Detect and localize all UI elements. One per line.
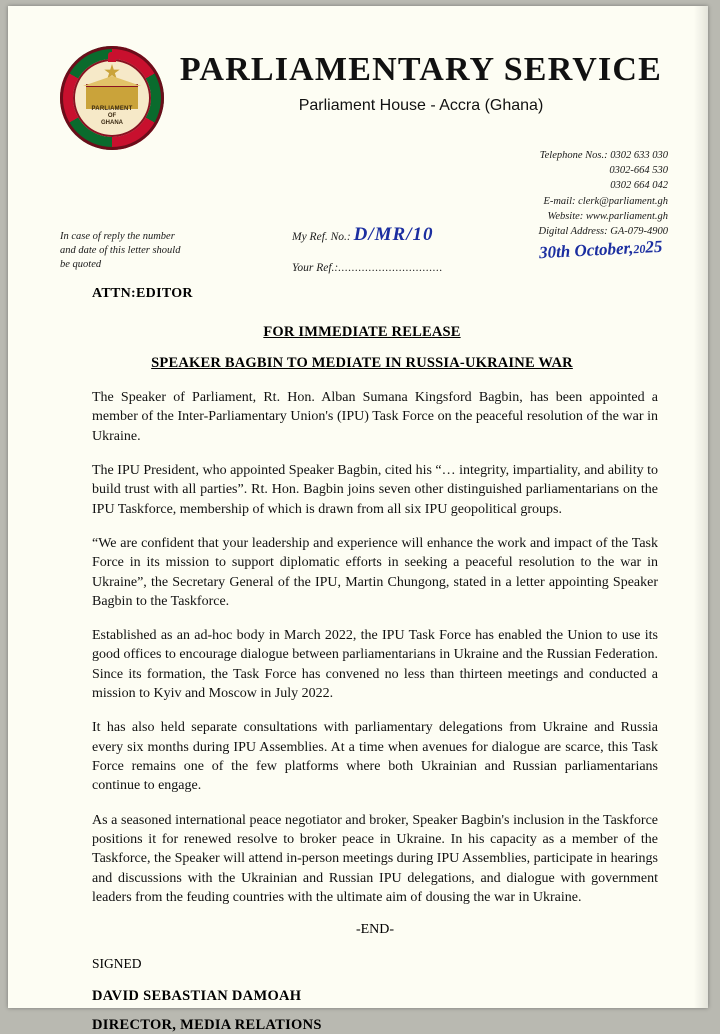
my-ref-label: My Ref. No.: [292,231,351,243]
paragraph: Established as an ad-hoc body in March 2022, the IPU Task Force has enabled the Union to use its good offices to encourage dialogue between parliamentarians in Ukraine and the Russian Federation. Since its formation, the Task Force has convened no less than thirteen meetings and conducted a mission to Kyiv and Moscow in July 2022. [92,628,658,702]
date-text: 30th October, [538,238,634,263]
headline: FOR IMMEDIATE RELEASE [263,324,461,340]
signer-name: DAVID SEBASTIAN DAMOAH [92,988,302,1005]
crest-label-line2: OF [107,113,117,119]
contact-digital-address: Digital Address: GA-079-4900 [538,226,668,238]
date-handwritten [538,237,662,263]
paragraph: As a seasoned international peace negotiator and broker, Speaker Bagbin's inclusion in the Taskforce positions it for renewed resolve to broker peace in Ukraine. In his capacity as a member of the Taskforce, the Speaker will attend in-person meetings during IPU Assemblies, participate in hearings and discussions with the Ukrainian and Russian IPU delegations, and dialogue with government leaders from the feuding countries with the ultimate aim of dousing the war in Ukraine. [92,812,658,905]
reply-note-line3: be quoted [60,259,102,271]
your-ref-row [292,262,492,274]
attention-line: ATTN:EDITOR [92,286,193,301]
organization-title: PARLIAMENTARY SERVICE [179,51,663,88]
crest-label-line1: PARLIAMENT [91,106,133,112]
reply-note-line2: and date of this letter should [60,245,181,257]
letterhead-titleblock [174,52,668,115]
paragraph: It has also held separate consultations with parliamentary delegations from Ukraine and Russia every six months during IPU Assemblies. At a time when avenues for dialogue are scarce, this Task Force remains one of the few platforms where both Ukrainian and Russian parliamentarians continue to engage. [92,720,658,794]
contact-email: E-mail: clerk@parliament.gh [543,195,668,207]
my-ref-row [292,224,492,246]
date-year-suffix: 25 [644,236,663,257]
paragraph: “We are confident that your leadership and experience will enhance the work and impact of the Task Force in its mission to support diplomatic efforts in seeking a peaceful resolution to the war in Ukraine”, the Secretary General of the IPU, Martin Chungong, stated in a letter appointing Speaker Bagbin to the Taskforce. [92,535,658,609]
reply-note [60,230,220,273]
signed-label: SIGNED [92,956,142,972]
organization-subtitle: Parliament House - Accra (Ghana) [298,96,544,114]
signer-role: DIRECTOR, MEDIA RELATIONS [92,1017,322,1034]
ref-fields [292,224,492,290]
end-mark: -END- [355,922,395,938]
date-printed-year: 20 [632,241,646,257]
contact-phone-1: Telephone Nos.: 0302 633 030 [539,150,668,161]
paragraph: The IPU President, who appointed Speaker Bagbin, cited his “… integrity, impartiality, and ability to build trust with all parties”. Rt. Hon. Bagbin joins seven other distinguished parliamentarians on the IPU Taskforce, membership of which is drawn from all six IPU geopolitical groups. [92,462,658,517]
letterhead [56,40,668,160]
your-ref-label: Your Ref.: [292,262,339,274]
document-content [56,40,668,1034]
your-ref-dots: ............................... [338,262,443,274]
paragraph: The Speaker of Parliament, Rt. Hon. Alban Sumana Kingsford Bagbin, has been appointed a member of the Inter-Parliamentary Union's (IPU) Task Force on the peaceful resolution of the war in Ukraine. [92,390,658,444]
crest-cap-icon [108,52,116,62]
letter-body [92,388,658,907]
document-page [8,6,708,1034]
reference-row [56,218,668,280]
subheadline: SPEAKER BAGBIN TO MEDIATE IN RUSSIA-UKRAINE WAR [151,355,573,371]
crest-label-line3: GHANA [101,120,123,126]
contact-phone-3: 0302 664 042 [610,180,668,192]
contact-website: Website: www.parliament.gh [547,210,668,222]
reply-note-line1: In case of reply the number [60,231,175,242]
parliament-crest-icon [60,46,164,150]
my-ref-value: D/MR/10 [353,224,434,245]
contact-phone-2: 0302-664 530 [609,165,668,177]
